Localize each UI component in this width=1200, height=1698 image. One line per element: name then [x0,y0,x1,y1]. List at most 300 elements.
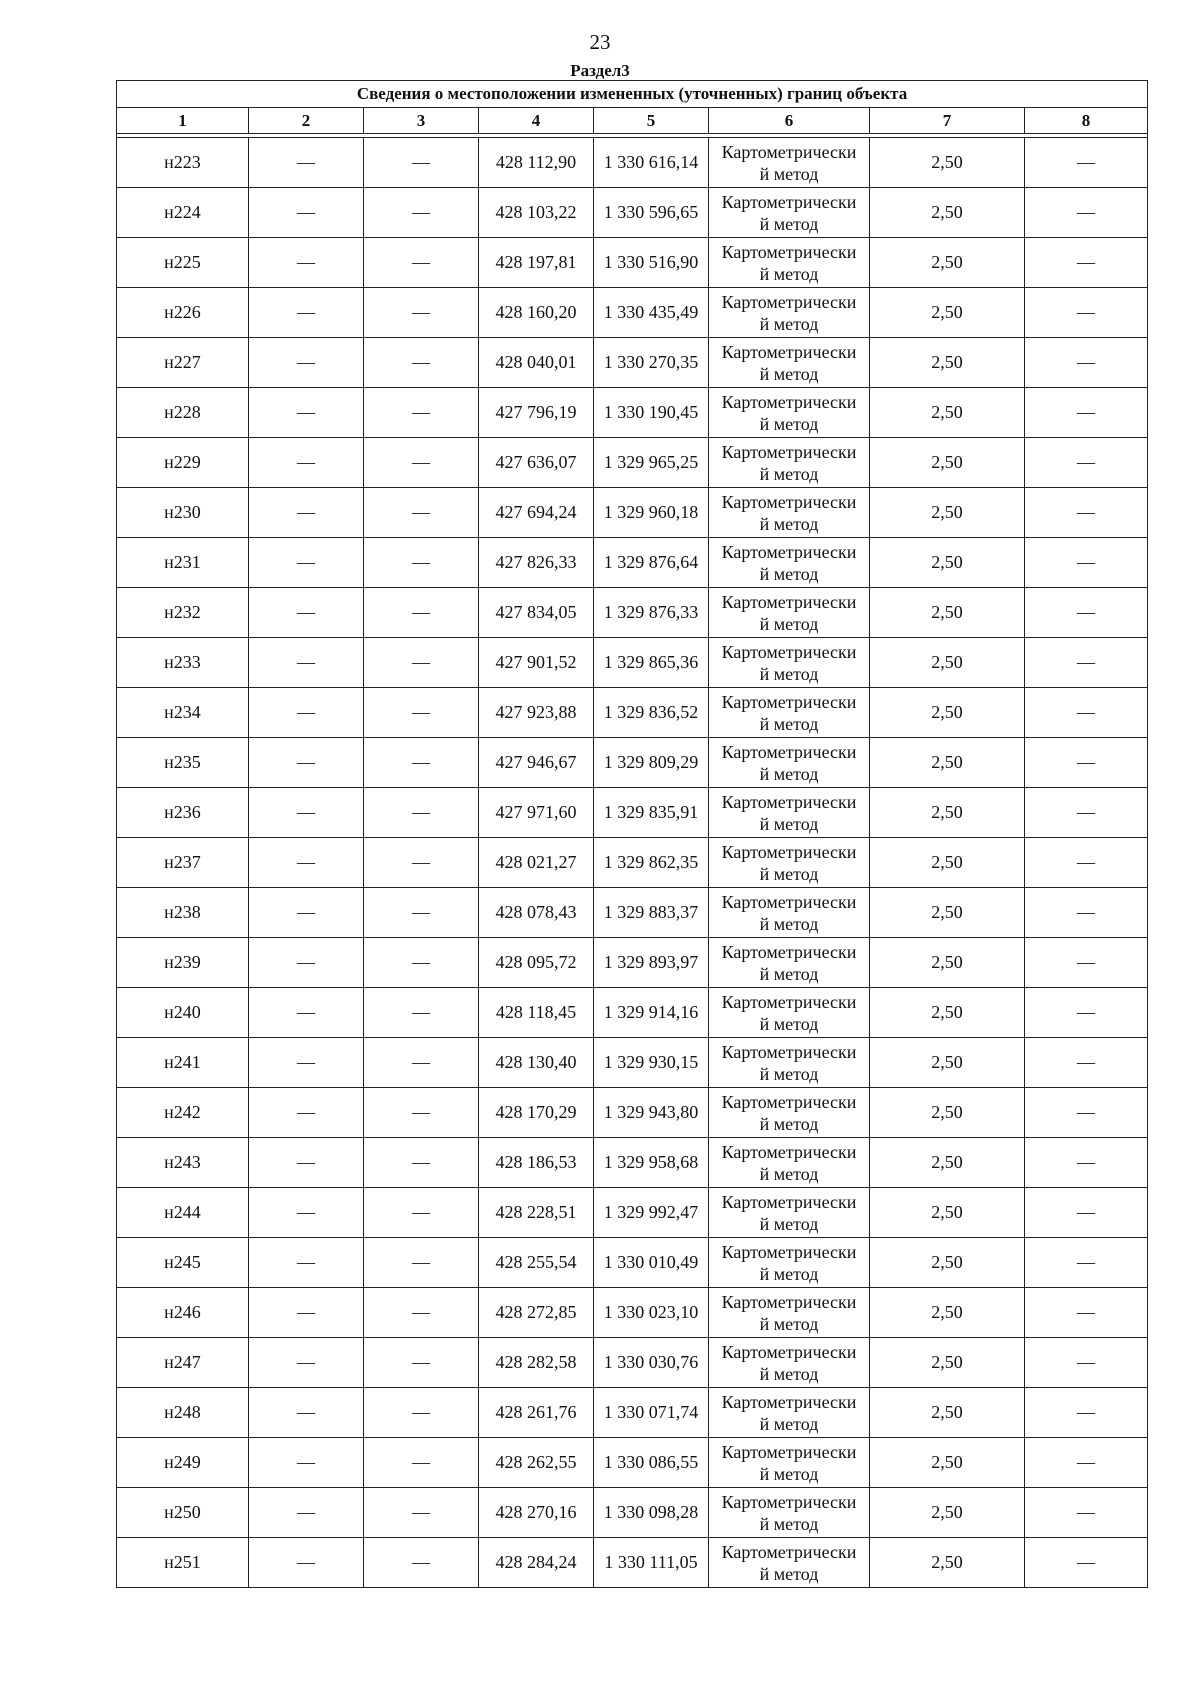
method-cell [709,1438,870,1488]
accuracy-cell: 2,50 [870,688,1025,738]
method-cell [709,438,870,488]
col2-cell: — [249,1438,364,1488]
col3-cell: — [364,438,479,488]
col3-cell: — [364,788,479,838]
table-row [117,738,1148,788]
y-coordinate-cell: 1 330 030,76 [594,1338,709,1388]
accuracy-cell: 2,50 [870,238,1025,288]
method-line: Картометрически [721,1341,857,1362]
col8-cell: — [1025,1038,1148,1088]
method-line: Картометрически [721,1241,857,1262]
point-id-cell: н248 [117,1388,249,1438]
point-id-cell: н229 [117,438,249,488]
point-id-cell: н234 [117,688,249,738]
col2-cell: — [249,1338,364,1388]
accuracy-cell: 2,50 [870,888,1025,938]
table-row [117,688,1148,738]
method-line: й метод [759,263,819,284]
table-row [117,1338,1148,1388]
col3-cell: — [364,1238,479,1288]
col3-cell: — [364,1288,479,1338]
method-cell [709,288,870,338]
table-row [117,1388,1148,1438]
method-line: Картометрически [721,1491,857,1512]
method-line: й метод [759,213,819,234]
y-coordinate-cell: 1 329 835,91 [594,788,709,838]
point-id-cell: н231 [117,538,249,588]
column-number: 2 [249,108,364,134]
x-coordinate-cell: 427 834,05 [479,588,594,638]
method-line: й метод [759,1413,819,1434]
y-coordinate-cell: 1 329 930,15 [594,1038,709,1088]
accuracy-cell: 2,50 [870,488,1025,538]
table-row [117,238,1148,288]
y-coordinate-cell: 1 329 958,68 [594,1138,709,1188]
method-cell [709,638,870,688]
method-line: Картометрически [721,641,857,662]
col3-cell: — [364,888,479,938]
col2-cell: — [249,338,364,388]
y-coordinate-cell: 1 329 965,25 [594,438,709,488]
table-row [117,188,1148,238]
method-line: Картометрически [721,291,857,312]
method-line: й метод [759,763,819,784]
col2-cell: — [249,688,364,738]
col2-cell: — [249,1388,364,1438]
method-line: Картометрически [721,891,857,912]
table-row [117,388,1148,438]
method-line: Картометрически [721,991,857,1012]
table-row [117,1438,1148,1488]
y-coordinate-cell: 1 330 071,74 [594,1388,709,1438]
method-line: й метод [759,913,819,934]
table-row [117,938,1148,988]
col2-cell: — [249,638,364,688]
col3-cell: — [364,1438,479,1488]
col8-cell: — [1025,1188,1148,1238]
method-line: й метод [759,1313,819,1334]
x-coordinate-cell: 428 095,72 [479,938,594,988]
y-coordinate-cell: 1 330 596,65 [594,188,709,238]
col8-cell: — [1025,1338,1148,1388]
col2-cell: — [249,538,364,588]
col8-cell: — [1025,1488,1148,1538]
accuracy-cell: 2,50 [870,1238,1025,1288]
accuracy-cell: 2,50 [870,1138,1025,1188]
y-coordinate-cell: 1 330 616,14 [594,138,709,188]
column-number: 7 [870,108,1025,134]
col8-cell: — [1025,938,1148,988]
y-coordinate-cell: 1 330 111,05 [594,1538,709,1588]
method-line: й метод [759,1563,819,1584]
col8-cell: — [1025,1438,1148,1488]
col8-cell: — [1025,588,1148,638]
col8-cell: — [1025,1088,1148,1138]
col8-cell: — [1025,1288,1148,1338]
x-coordinate-cell: 428 197,81 [479,238,594,288]
column-number: 6 [709,108,870,134]
point-id-cell: н237 [117,838,249,888]
method-line: й метод [759,1013,819,1034]
point-id-cell: н250 [117,1488,249,1538]
table-row [117,1038,1148,1088]
y-coordinate-cell: 1 329 876,33 [594,588,709,638]
col2-cell: — [249,1538,364,1588]
col2-cell: — [249,838,364,888]
accuracy-cell: 2,50 [870,288,1025,338]
col3-cell: — [364,638,479,688]
table-row [117,788,1148,838]
col2-cell: — [249,388,364,438]
col8-cell: — [1025,188,1148,238]
accuracy-cell: 2,50 [870,1388,1025,1438]
method-cell [709,388,870,438]
point-id-cell: н227 [117,338,249,388]
col8-cell: — [1025,338,1148,388]
col3-cell: — [364,588,479,638]
col8-cell: — [1025,488,1148,538]
x-coordinate-cell: 428 021,27 [479,838,594,888]
x-coordinate-cell: 428 130,40 [479,1038,594,1088]
method-line: й метод [759,463,819,484]
method-line: Картометрически [721,1541,857,1562]
method-line: й метод [759,563,819,584]
col2-cell: — [249,588,364,638]
accuracy-cell: 2,50 [870,538,1025,588]
table-row [117,338,1148,388]
accuracy-cell: 2,50 [870,838,1025,888]
method-line: Картометрически [721,391,857,412]
method-cell [709,838,870,888]
y-coordinate-cell: 1 329 992,47 [594,1188,709,1238]
x-coordinate-cell: 427 796,19 [479,388,594,438]
method-line: й метод [759,663,819,684]
x-coordinate-cell: 428 261,76 [479,1388,594,1438]
method-line: й метод [759,1063,819,1084]
col3-cell: — [364,1538,479,1588]
method-line: й метод [759,1363,819,1384]
y-coordinate-cell: 1 330 516,90 [594,238,709,288]
method-line: Картометрически [721,491,857,512]
col3-cell: — [364,338,479,388]
point-id-cell: н239 [117,938,249,988]
table-row [117,1138,1148,1188]
col2-cell: — [249,1288,364,1338]
table-row [117,488,1148,538]
method-cell [709,788,870,838]
y-coordinate-cell: 1 329 862,35 [594,838,709,888]
method-cell [709,1088,870,1138]
x-coordinate-cell: 428 040,01 [479,338,594,388]
col3-cell: — [364,238,479,288]
col3-cell: — [364,1188,479,1238]
col2-cell: — [249,138,364,188]
col2-cell: — [249,788,364,838]
y-coordinate-cell: 1 329 836,52 [594,688,709,738]
x-coordinate-cell: 428 272,85 [479,1288,594,1338]
method-line: Картометрически [721,1441,857,1462]
point-id-cell: н223 [117,138,249,188]
accuracy-cell: 2,50 [870,1338,1025,1388]
method-cell [709,1138,870,1188]
col2-cell: — [249,188,364,238]
y-coordinate-cell: 1 329 893,97 [594,938,709,988]
col2-cell: — [249,988,364,1038]
point-id-cell: н224 [117,188,249,238]
col8-cell: — [1025,888,1148,938]
x-coordinate-cell: 428 228,51 [479,1188,594,1238]
method-cell [709,938,870,988]
point-id-cell: н242 [117,1088,249,1138]
table-row [117,588,1148,638]
method-line: Картометрически [721,1191,857,1212]
accuracy-cell: 2,50 [870,388,1025,438]
x-coordinate-cell: 428 112,90 [479,138,594,188]
method-line: й метод [759,313,819,334]
accuracy-cell: 2,50 [870,1288,1025,1338]
table-title: Сведения о местоположении измененных (уточненных) границ объекта [117,81,1148,108]
table-row [117,138,1148,188]
y-coordinate-cell: 1 330 023,10 [594,1288,709,1338]
method-cell [709,538,870,588]
point-id-cell: н246 [117,1288,249,1338]
col8-cell: — [1025,1388,1148,1438]
col2-cell: — [249,488,364,538]
method-cell [709,1188,870,1238]
point-id-cell: н228 [117,388,249,438]
table-row [117,288,1148,338]
method-line: Картометрически [721,741,857,762]
accuracy-cell: 2,50 [870,588,1025,638]
method-cell [709,138,870,188]
x-coordinate-cell: 428 282,58 [479,1338,594,1388]
method-line: й метод [759,163,819,184]
col2-cell: — [249,1138,364,1188]
col3-cell: — [364,938,479,988]
table-row [117,1288,1148,1338]
method-cell [709,588,870,638]
method-line: Картометрически [721,841,857,862]
col8-cell: — [1025,1138,1148,1188]
table-row [117,1538,1148,1588]
method-cell [709,1538,870,1588]
x-coordinate-cell: 428 118,45 [479,988,594,1038]
method-line: Картометрически [721,241,857,262]
table-row [117,1238,1148,1288]
method-cell [709,188,870,238]
method-line: Картометрически [721,791,857,812]
table-row [117,638,1148,688]
x-coordinate-cell: 427 946,67 [479,738,594,788]
col8-cell: — [1025,388,1148,438]
method-cell [709,238,870,288]
method-cell [709,1288,870,1338]
point-id-cell: н241 [117,1038,249,1088]
method-line: Картометрически [721,1091,857,1112]
point-id-cell: н235 [117,738,249,788]
col2-cell: — [249,938,364,988]
method-line: Картометрически [721,1141,857,1162]
col3-cell: — [364,388,479,438]
x-coordinate-cell: 428 103,22 [479,188,594,238]
method-line: Картометрически [721,191,857,212]
method-cell [709,1038,870,1088]
col3-cell: — [364,1388,479,1438]
x-coordinate-cell: 427 636,07 [479,438,594,488]
y-coordinate-cell: 1 330 190,45 [594,388,709,438]
col8-cell: — [1025,988,1148,1038]
col2-cell: — [249,238,364,288]
method-line: Картометрически [721,591,857,612]
column-number: 1 [117,108,249,134]
method-line: й метод [759,613,819,634]
point-id-cell: н244 [117,1188,249,1238]
x-coordinate-cell: 428 262,55 [479,1438,594,1488]
method-cell [709,688,870,738]
point-id-cell: н243 [117,1138,249,1188]
column-number: 8 [1025,108,1148,134]
point-id-cell: н249 [117,1438,249,1488]
point-id-cell: н240 [117,988,249,1038]
col2-cell: — [249,1488,364,1538]
col3-cell: — [364,1038,479,1088]
col3-cell: — [364,1338,479,1388]
col8-cell: — [1025,688,1148,738]
accuracy-cell: 2,50 [870,738,1025,788]
table-row [117,838,1148,888]
x-coordinate-cell: 428 270,16 [479,1488,594,1538]
accuracy-cell: 2,50 [870,938,1025,988]
col2-cell: — [249,888,364,938]
y-coordinate-cell: 1 330 270,35 [594,338,709,388]
column-number-row [117,108,1148,134]
x-coordinate-cell: 428 186,53 [479,1138,594,1188]
accuracy-cell: 2,50 [870,788,1025,838]
method-line: й метод [759,1513,819,1534]
col8-cell: — [1025,1538,1148,1588]
method-cell [709,1388,870,1438]
col2-cell: — [249,1088,364,1138]
method-line: й метод [759,1213,819,1234]
method-line: Картометрически [721,1041,857,1062]
x-coordinate-cell: 428 284,24 [479,1538,594,1588]
method-line: й метод [759,813,819,834]
col8-cell: — [1025,538,1148,588]
col3-cell: — [364,488,479,538]
method-cell [709,1238,870,1288]
col8-cell: — [1025,288,1148,338]
table-row [117,438,1148,488]
method-line: й метод [759,1113,819,1134]
col8-cell: — [1025,1238,1148,1288]
col8-cell: — [1025,788,1148,838]
accuracy-cell: 2,50 [870,988,1025,1038]
page-number: 23 [589,30,611,54]
col2-cell: — [249,738,364,788]
x-coordinate-cell: 428 078,43 [479,888,594,938]
accuracy-cell: 2,50 [870,438,1025,488]
boundary-coordinates-table [116,80,1148,1588]
point-id-cell: н238 [117,888,249,938]
col3-cell: — [364,988,479,1038]
table-row [117,1488,1148,1538]
column-number: 4 [479,108,594,134]
y-coordinate-cell: 1 330 010,49 [594,1238,709,1288]
method-line: й метод [759,413,819,434]
column-number: 3 [364,108,479,134]
method-line: й метод [759,863,819,884]
col2-cell: — [249,438,364,488]
y-coordinate-cell: 1 329 876,64 [594,538,709,588]
method-line: Картометрически [721,141,857,162]
col3-cell: — [364,188,479,238]
col3-cell: — [364,288,479,338]
method-cell [709,988,870,1038]
col3-cell: — [364,1138,479,1188]
method-line: й метод [759,1463,819,1484]
y-coordinate-cell: 1 330 435,49 [594,288,709,338]
col3-cell: — [364,538,479,588]
table-row [117,538,1148,588]
col3-cell: — [364,138,479,188]
accuracy-cell: 2,50 [870,1088,1025,1138]
x-coordinate-cell: 428 160,20 [479,288,594,338]
accuracy-cell: 2,50 [870,138,1025,188]
col3-cell: — [364,838,479,888]
accuracy-cell: 2,50 [870,188,1025,238]
method-cell [709,1488,870,1538]
x-coordinate-cell: 427 971,60 [479,788,594,838]
method-line: Картометрически [721,341,857,362]
method-cell [709,888,870,938]
y-coordinate-cell: 1 329 943,80 [594,1088,709,1138]
col2-cell: — [249,1038,364,1088]
col2-cell: — [249,288,364,338]
point-id-cell: н225 [117,238,249,288]
point-id-cell: н251 [117,1538,249,1588]
accuracy-cell: 2,50 [870,1538,1025,1588]
x-coordinate-cell: 427 923,88 [479,688,594,738]
y-coordinate-cell: 1 329 809,29 [594,738,709,788]
y-coordinate-cell: 1 329 960,18 [594,488,709,538]
x-coordinate-cell: 428 170,29 [479,1088,594,1138]
column-number: 5 [594,108,709,134]
col3-cell: — [364,688,479,738]
method-line: Картометрически [721,691,857,712]
accuracy-cell: 2,50 [870,1488,1025,1538]
method-line: Картометрически [721,1291,857,1312]
x-coordinate-cell: 427 901,52 [479,638,594,688]
col2-cell: — [249,1238,364,1288]
col3-cell: — [364,738,479,788]
table-row [117,1188,1148,1238]
col8-cell: — [1025,438,1148,488]
x-coordinate-cell: 427 826,33 [479,538,594,588]
col8-cell: — [1025,638,1148,688]
method-cell [709,338,870,388]
method-cell [709,738,870,788]
point-id-cell: н232 [117,588,249,638]
method-line: Картометрически [721,941,857,962]
method-line: й метод [759,1263,819,1284]
accuracy-cell: 2,50 [870,1188,1025,1238]
method-cell [709,1338,870,1388]
point-id-cell: н247 [117,1338,249,1388]
col8-cell: — [1025,238,1148,288]
section-title: Раздел3 [570,61,630,80]
method-line: й метод [759,513,819,534]
col8-cell: — [1025,738,1148,788]
